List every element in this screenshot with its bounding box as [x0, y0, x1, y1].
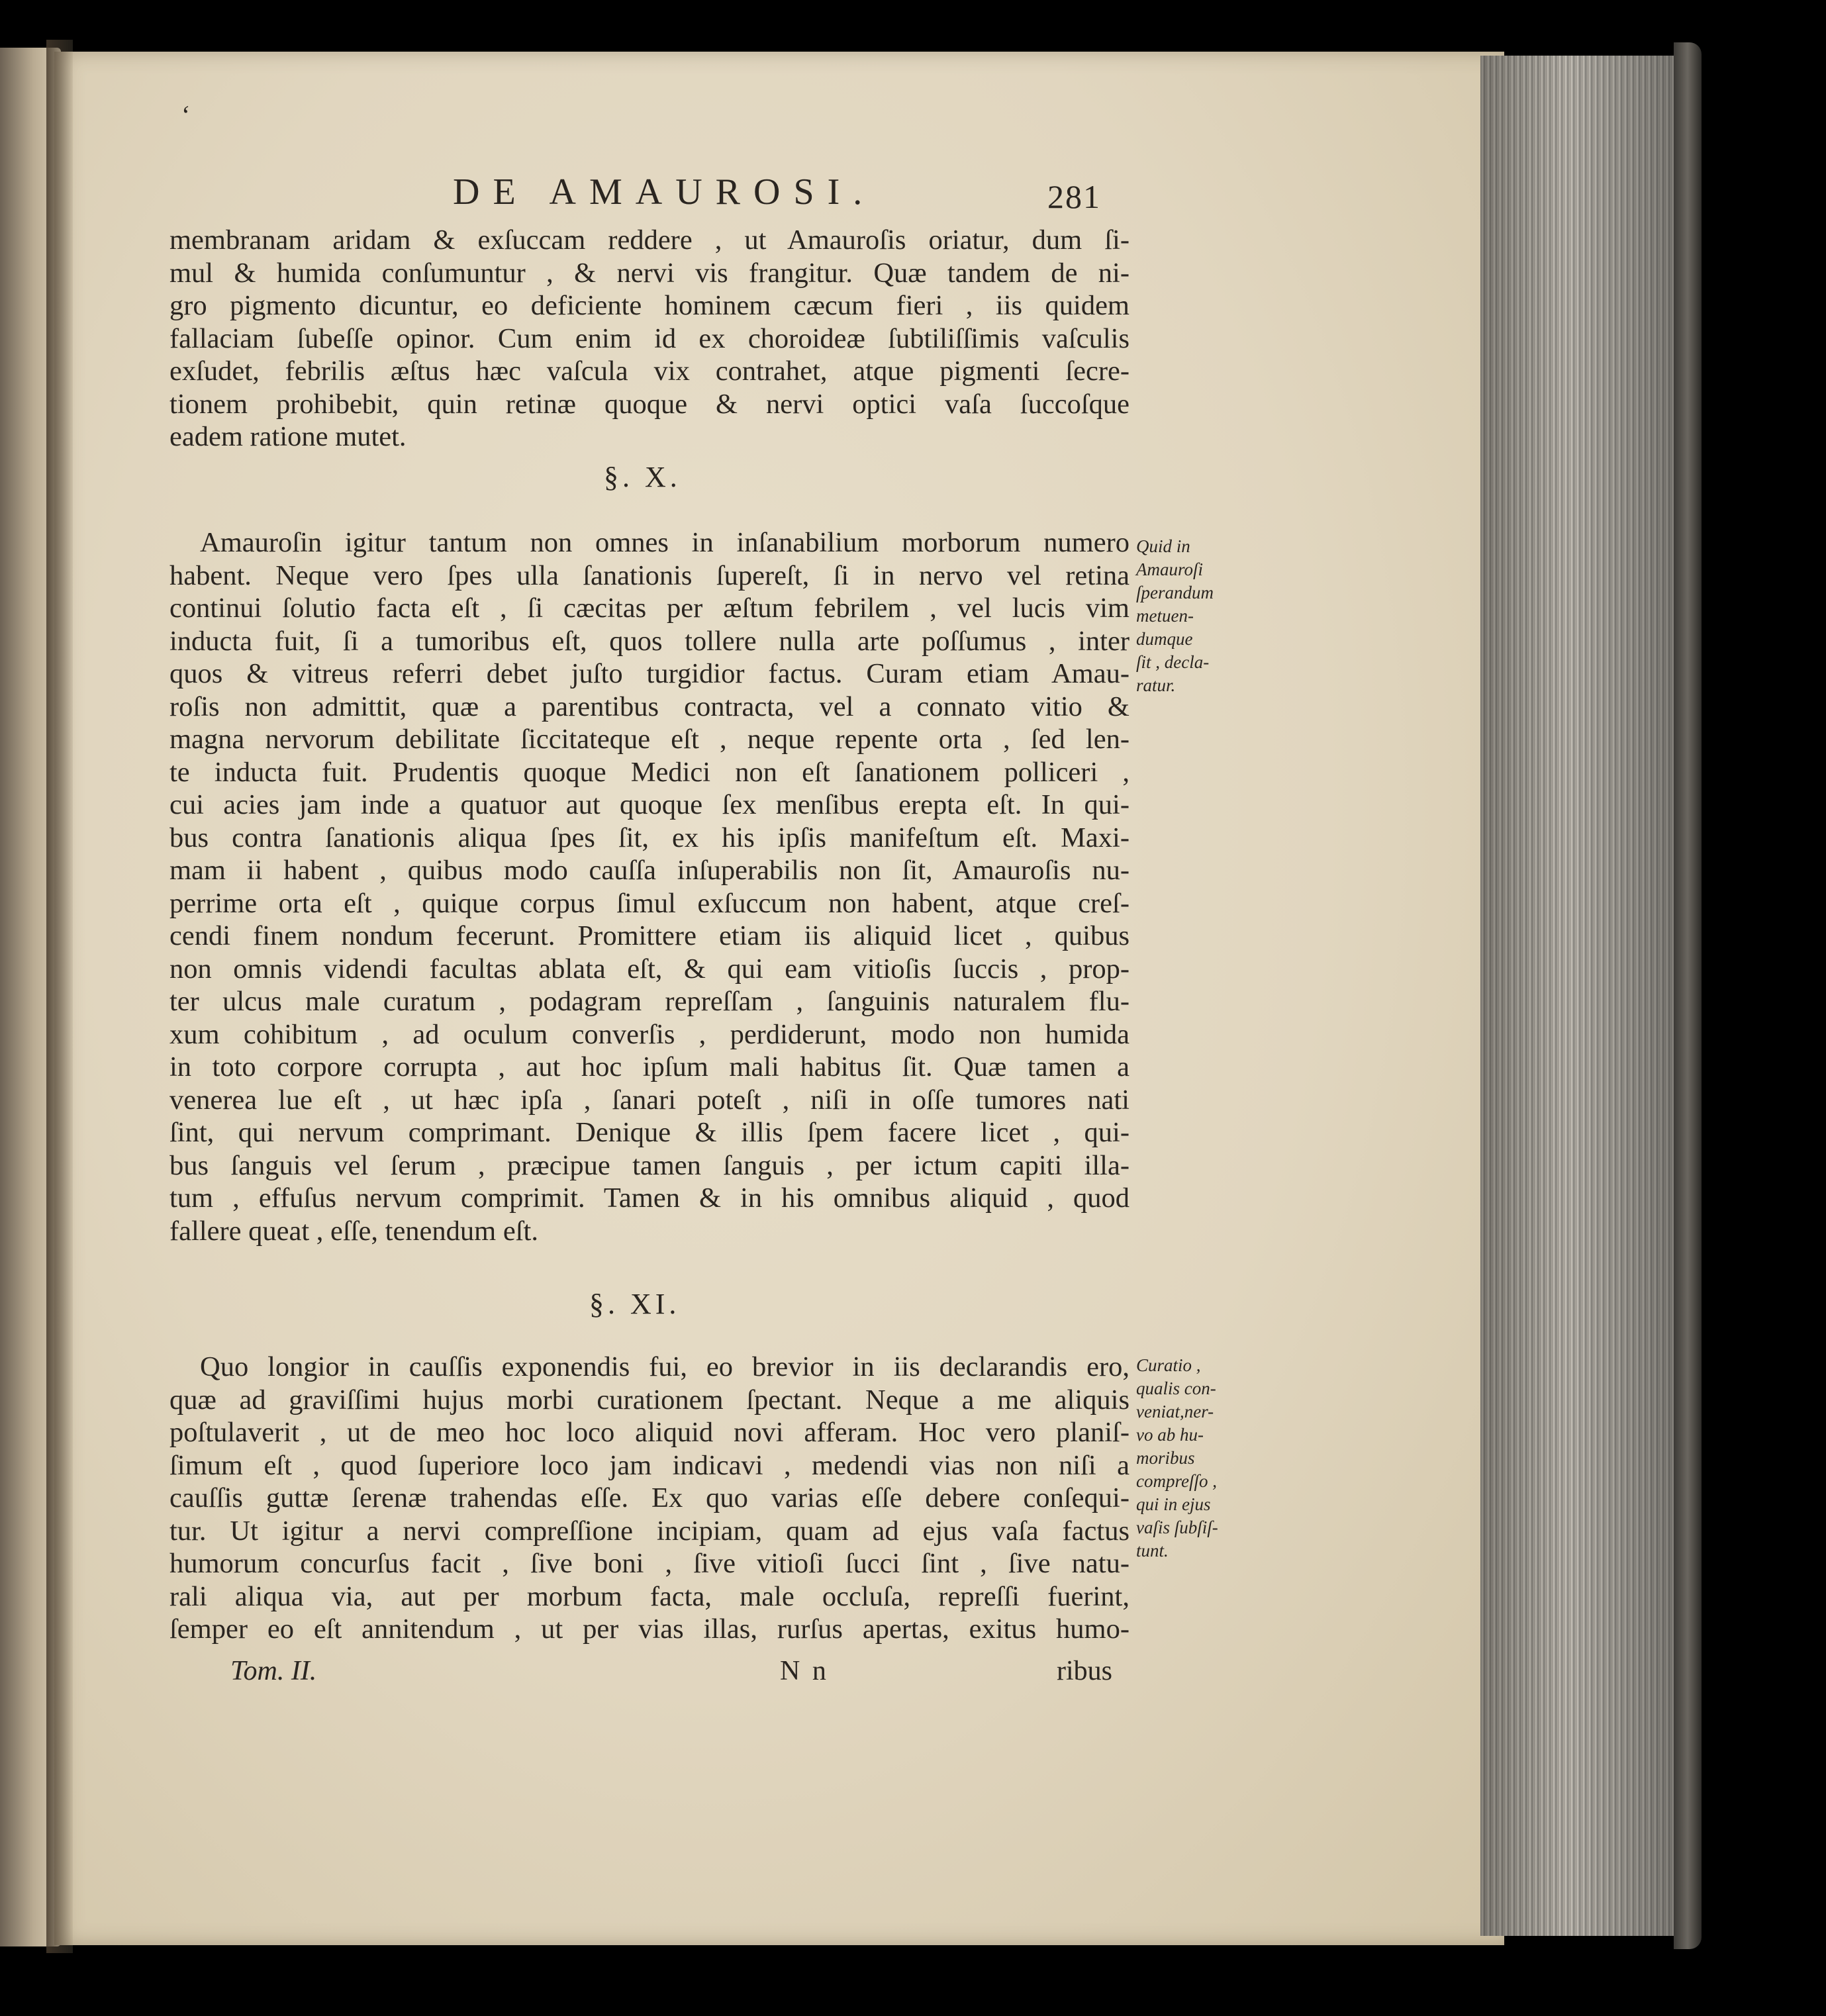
marginal-line: compreſſo ,: [1136, 1471, 1217, 1491]
text-line: roſis non admittit, quæ a parentibus contracta, vel a connato vitio &: [169, 691, 1129, 722]
paragraph-2: [169, 526, 1129, 1247]
text-line: continui ſolutio facta eſt , ſi cæcitas per æſtum febrilem , vel lucis vim: [169, 593, 1129, 624]
section-heading-x: §. X.: [604, 461, 681, 493]
running-head: DE AMAUROSI.: [453, 171, 876, 213]
marginal-line: dumque: [1136, 629, 1193, 649]
text-line: bus ſanguis vel ſerum , præcipue tamen ſanguis , per ictum capiti illa-: [169, 1149, 1129, 1181]
text-line: Amauroſin igitur tantum non omnes in inſanabilium morborum numero: [200, 527, 1129, 558]
marginal-line: ſit , decla-: [1136, 652, 1210, 672]
book-gutter: [46, 40, 73, 1953]
ink-mark: ‘: [180, 100, 189, 130]
text-line: habent. Neque vero ſpes ulla ſanationis ſupereſt, ſi in nervo vel retina: [169, 559, 1129, 591]
page-number: 281: [1047, 178, 1101, 215]
text-line: ter ulcus male curatum , podagram repreſſam , ſanguinis naturalem flu-: [169, 986, 1129, 1017]
text-line: non omnis videndi facultas ablata eſt, & qui eam vitioſis ſuccis , prop-: [169, 953, 1129, 984]
text-line: ſemper eo eſt annitendum , ut per vias illas, rurſus apertas, exitus humo-: [169, 1613, 1129, 1645]
marginal-line: moribus: [1136, 1448, 1195, 1468]
marginal-line: Amauroſi: [1136, 559, 1203, 579]
text-line: quæ ad graviſſimi hujus morbi curationem ſpectant. Neque a me aliquis: [169, 1384, 1129, 1416]
text-line: xum cohibitum , ad oculum converſis , perdiderunt, modo non humida: [169, 1018, 1129, 1050]
text-line: gro pigmento dicuntur, eo deficiente hominem cæcum fieri , iis quidem: [169, 290, 1129, 321]
text-line: fallaciam ſubeſſe opinor. Cum enim id ex choroideæ ſubtiliſſimis vaſculis: [169, 322, 1129, 354]
marginal-line: Curatio ,: [1136, 1355, 1201, 1375]
text-line: rali aliqua via, aut per morbum facta, male occluſa, repreſſi fuerint,: [169, 1580, 1129, 1612]
marginal-line: vo ab hu-: [1136, 1425, 1204, 1445]
text-line: cauſſis guttæ ſerenæ trahendas eſſe. Ex quo varias eſſe debere conſequi-: [169, 1482, 1129, 1513]
text-line: te inducta fuit. Prudentis quoque Medici non eſt ſanationem polliceri ,: [169, 756, 1129, 788]
text-line: in toto corpore corrupta , aut hoc ipſum mali habitus ſit. Quæ tamen a: [169, 1051, 1129, 1082]
marginal-line: qui in ejus: [1136, 1494, 1211, 1514]
marginal-line: vaſis ſubſiſ-: [1136, 1517, 1218, 1537]
marginal-line: tunt.: [1136, 1541, 1169, 1560]
book-cover-edge: [1674, 42, 1702, 1949]
paragraph-3: [169, 1351, 1129, 1646]
text-line: tur. Ut igitur a nervi compreſſione incipiam, quam ad ejus vaſa factus: [169, 1515, 1129, 1547]
marginal-line: qualis con-: [1136, 1378, 1216, 1398]
text-line: cui acies jam inde a quatuor aut quoque ſex menſibus erepta eſt. In qui-: [169, 789, 1129, 820]
text-line: tum , effuſus nervum comprimit. Tamen & in his omnibus aliquid , quod: [169, 1182, 1129, 1214]
text-line: ſint, qui nervum comprimant. Denique & illis ſpem facere licet , qui-: [169, 1117, 1129, 1148]
text-line: membranam aridam & exſuccam reddere , ut Amauroſis oriatur, dum ſi-: [169, 224, 1129, 256]
marginal-note-2: [1136, 1354, 1235, 1562]
text-line: humorum concurſus facit , ſive boni , ſive vitioſi ſucci ſint , ſive natu-: [169, 1548, 1129, 1579]
marginal-note-1: [1136, 535, 1235, 697]
marginal-line: veniat,ner-: [1136, 1402, 1214, 1421]
text-line: perrime orta eſt , quique corpus ſimul exſuccum non habent, atque creſ-: [169, 887, 1129, 919]
volume-mark: Tom. II.: [230, 1656, 317, 1686]
text-line: mul & humida conſumuntur , & nervi vis frangitur. Quæ tandem de ni-: [169, 257, 1129, 289]
text-line: bus contra ſanationis aliqua ſpes ſit, ex his ipſis manifeſtum eſt. Maxi-: [169, 822, 1129, 853]
text-line: quos & vitreus referri debet juſto turgidior factus. Curam etiam Amau-: [169, 658, 1129, 689]
text-line: ſimum eſt , quod ſuperiore loco jam indicavi , medendi vias non niſi a: [169, 1449, 1129, 1481]
text-line: inducta fuit, ſi a tumoribus eſt, quos tollere nulla arte poſſumus , inter: [169, 625, 1129, 657]
marginal-line: ratur.: [1136, 675, 1176, 695]
catchword: ribus: [1057, 1656, 1112, 1686]
text-line: fallere queat , eſſe, tenendum eſt.: [169, 1215, 538, 1247]
fore-edge-shadow: [1480, 56, 1699, 1936]
text-line: mam ii habent , quibus modo cauſſa inſuperabilis non ſit, Amauroſis nu-: [169, 855, 1129, 886]
section-heading-xi: §. XI.: [589, 1288, 681, 1320]
text-line: tionem prohibebit, quin retinæ quoque & nervi optici vaſa ſuccoſque: [169, 388, 1129, 420]
text-line: venerea lue eſt , ut hæc ipſa , ſanari poteſt , niſi in oſſe tumores nati: [169, 1084, 1129, 1116]
text-line: poſtulaverit , ut de meo hoc loco aliquid novi afferam. Hoc vero planiſ-: [169, 1417, 1129, 1448]
paragraph-1: [169, 224, 1129, 454]
text-line: exſudet, febrilis æſtus hæc vaſcula vix contrahet, atque pigmenti ſecre-: [169, 356, 1129, 387]
marginal-line: metuen-: [1136, 606, 1194, 626]
text-line: eadem ratione mutet.: [169, 421, 407, 452]
signature-mark: N n: [780, 1656, 829, 1686]
marginal-line: ſperandum: [1136, 583, 1214, 602]
text-line: Quo longior in cauſſis exponendis fui, eo brevior in iis declarandis ero,: [200, 1351, 1129, 1382]
text-line: cendi finem nondum fecerunt. Promittere etiam iis aliquid licet , quibus: [169, 920, 1129, 951]
text-line: magna nervorum debilitate ſiccitateque eſt , neque repente orta , ſed len-: [169, 724, 1129, 755]
marginal-line: Quid in: [1136, 536, 1190, 556]
